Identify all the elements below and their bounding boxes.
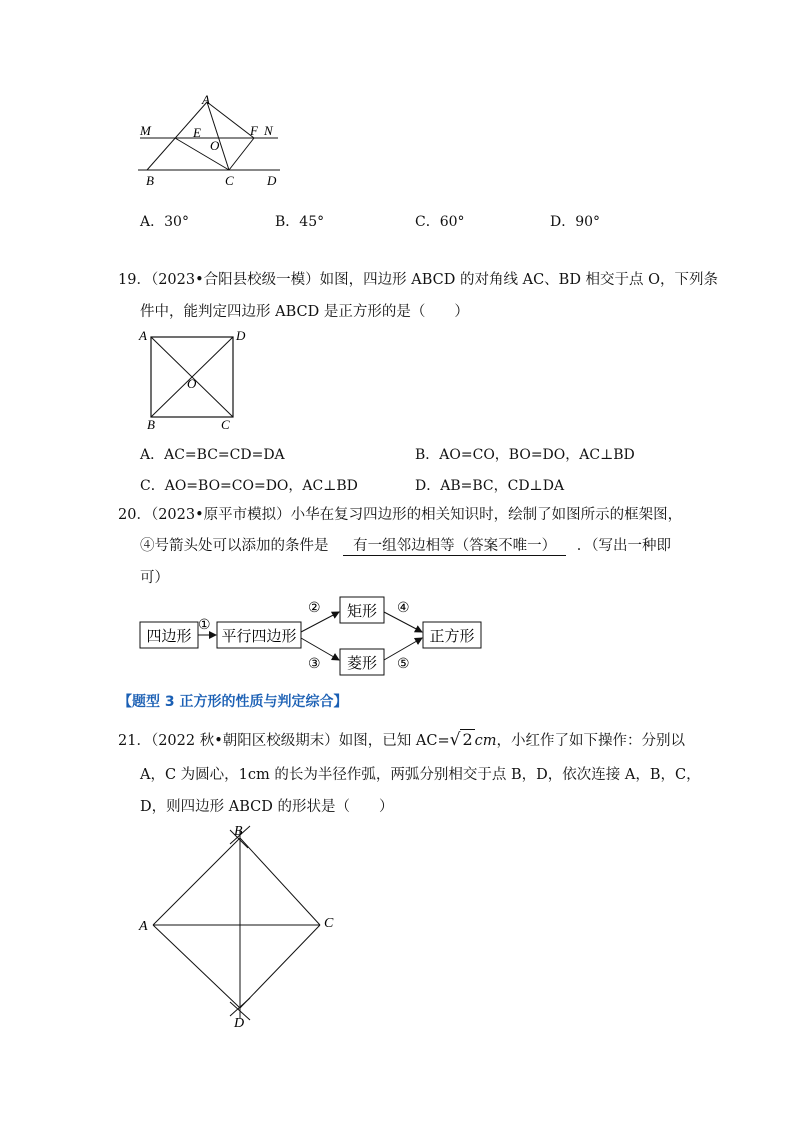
q18-option-b-letter: B． (275, 214, 300, 230)
q21-stem-line1 (118, 730, 685, 751)
q21-unit: cm (474, 733, 497, 749)
q18-option-b-text: 45° (299, 214, 325, 230)
q19-option-d: D．AB=BC，CD⊥DA (415, 478, 565, 494)
q19-option-c: C．AO=BO=CO=DO，AC⊥BD (140, 478, 358, 494)
q18-option-a-text: 30° (164, 214, 189, 230)
q20-box5-label: 正方形 (429, 629, 475, 645)
q18-option-d-text: 90° (575, 214, 601, 230)
q18-figure (130, 90, 290, 195)
q20-arrow-num-3: ③ (308, 657, 321, 672)
q20-stem-line2-pre: ④号箭头处可以添加的条件是 (140, 538, 329, 554)
q21-stem-line3: D，则四边形 ABCD 的形状是（ ） (140, 799, 394, 815)
q20-stem-line1: 20．（2023•原平市模拟）小华在复习四边形的相关知识时，绘制了如图所示的框架图， (118, 507, 683, 523)
q20-stem-line3: 可） (140, 570, 169, 586)
q18-option-c-letter: C． (415, 214, 440, 230)
q19-stem-line1: 19．（2023•合阳县校级一模）如图，四边形 ABCD 的对角线 AC、BD 相交于点 O，下列条 (118, 272, 719, 288)
section-title: 【题型 3 正方形的性质与判定综合】 (118, 694, 348, 710)
q21-figure (130, 818, 350, 1033)
q19-label-A: A (139, 328, 147, 343)
q19-label-D: D (236, 328, 246, 343)
sqrt-icon: √ (449, 730, 461, 750)
q19-option-b: B．AO=CO，BO=DO，AC⊥BD (415, 447, 635, 463)
q18-option-d (550, 212, 600, 232)
q20-arrow-num-4: ④ (397, 601, 410, 616)
q21-label-C: C (324, 916, 334, 931)
q21-label-B: B (234, 824, 243, 839)
q19-option-a: A．AC=BC=CD=DA (140, 447, 285, 463)
q19-stem-line2: 件中，能判定四边形 ABCD 是正方形的是（ ） (140, 304, 469, 320)
q21-stem-line1-post: ，小红作了如下操作：分别以 (496, 733, 685, 749)
q18-label-F: F (250, 123, 258, 138)
q20-arrow-num-5: ⑤ (397, 657, 410, 672)
q21-sqrt-num: 2 (462, 730, 473, 749)
q18-label-A: A (202, 92, 210, 107)
q18-option-a (140, 212, 189, 232)
q18-option-d-letter: D． (550, 214, 576, 230)
q18-label-D: D (267, 173, 277, 188)
q20-stem-line2 (140, 536, 671, 556)
q18-option-a-letter: A． (140, 214, 165, 230)
q20-stem-line2-post: ．（写出一种即 (576, 538, 671, 554)
q20-box2-label: 平行四边形 (221, 629, 297, 645)
q20-arrow-num-2: ② (308, 601, 321, 616)
q20-flowchart (135, 592, 495, 684)
q19-label-C: C (221, 417, 230, 432)
q19-label-B: B (147, 417, 155, 432)
q18-option-b (275, 212, 324, 232)
q18-label-E: E (193, 125, 201, 140)
q18-option-c-text: 60° (439, 214, 465, 230)
q18-label-N: N (264, 123, 273, 138)
q20-answer: 有一组邻边相等（答案不唯一） (343, 537, 566, 556)
q18-label-O: O (210, 138, 220, 153)
q21-stem-line1-pre: 21．（2022 秋•朝阳区校级期末）如图，已知 AC= (118, 733, 450, 749)
q19-label-O: O (187, 376, 197, 391)
q18-label-B: B (146, 173, 154, 188)
q18-label-M: M (140, 123, 151, 138)
q19-figure (135, 325, 255, 433)
q20-box3-label: 矩形 (346, 604, 378, 620)
q21-label-D: D (234, 1016, 245, 1031)
q21-label-A: A (139, 919, 148, 934)
q21-stem-line2: A，C 为圆心，1cm 的长为半径作弧，两弧分别相交于点 B，D，依次连接 A，B，C， (140, 767, 701, 783)
q18-label-C: C (225, 173, 234, 188)
q20-arrow-num-1: ① (198, 618, 211, 633)
q20-box1-label: 四边形 (146, 629, 192, 645)
q18-option-c (415, 212, 465, 232)
q20-box4-label: 菱形 (346, 656, 378, 672)
